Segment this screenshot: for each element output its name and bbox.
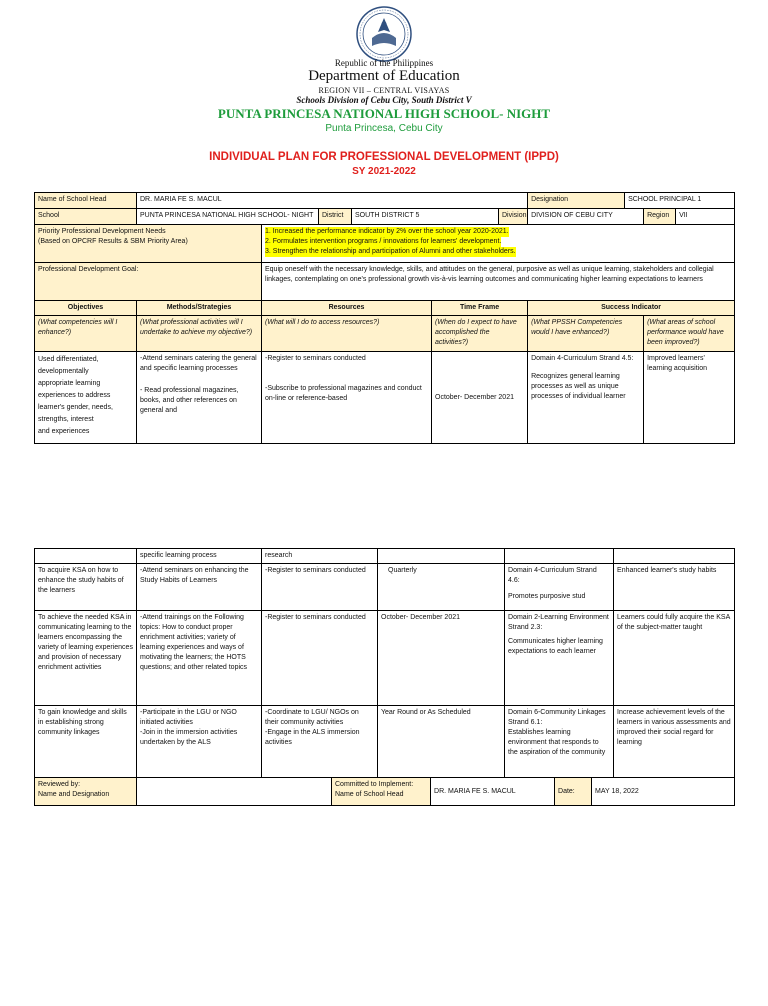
- resources-cell: -Register to seminars conducted: [262, 611, 378, 706]
- cont-timeframe-cell: [378, 549, 505, 564]
- department-line: Department of Education: [308, 68, 460, 84]
- school-name: PUNTA PRINCESA NATIONAL HIGH SCHOOL- NIGHT: [217, 106, 551, 121]
- school-year: SY 2021-2022: [352, 166, 416, 177]
- need-item: 3. Strengthen the relationship and participation of Alumni and other stakeholders.: [265, 248, 516, 255]
- competency-item: Domain 6-Community Linkages Strand 6.1:: [508, 709, 606, 726]
- competency-cell: [505, 611, 614, 706]
- needs-label-line1: Priority Professional Development Needs: [38, 228, 166, 235]
- resource-item: -Engage in the ALS immersion activities: [265, 729, 360, 746]
- region-label: Region: [644, 209, 676, 225]
- competency-item: Domain 2-Learning Environment Strand 2.3:: [508, 614, 609, 631]
- goal-value: Equip oneself with the necessary knowledge, skills, and attitudes on the general, purposive as well as unique learning, stakeholders and collegial linkages, contemplating on one's professional growth vis-à-vis learning outcomes and communicating higher learning expectations to learners: [262, 263, 735, 301]
- deped-seal-logo: [356, 6, 412, 62]
- area-cell: Learners could fully acquire the KSA of the subject-matter taught: [614, 611, 735, 706]
- competency-item: Recognizes general learning processes as well as unique processes of individual learner: [531, 373, 626, 400]
- method-item: -Join in the immersion activities undertaken by the ALS: [140, 729, 238, 746]
- competency-item: Communicates higher learning expectations to each learner: [508, 638, 603, 655]
- method-item: -Participate in the LGU or NGO initiated activities: [140, 709, 237, 726]
- committed-label: [332, 778, 431, 806]
- area-cell: Improved learners' learning acquisition: [644, 352, 735, 444]
- objective-line: strengths, interest: [38, 416, 94, 423]
- objective-cell: [35, 352, 137, 444]
- objective-cell: To gain knowledge and skills in establishing strong community linkages: [35, 706, 137, 778]
- region-line: REGION VII – CENTRAL VISAYAS: [318, 86, 450, 95]
- methods-cell: -Attend trainings on the Following topics: How to conduct proper enrichment activities; variety of learning experiences and ways of motivating the learners; the HOTS questions; and other related topics: [137, 611, 262, 706]
- needs-label-line2: (Based on OPCRF Results & SBM Priority Area): [38, 238, 188, 245]
- needs-list: [262, 225, 735, 263]
- school-value: PUNTA PRINCESA NATIONAL HIGH SCHOOL- NIGHT: [137, 209, 319, 225]
- reviewer-signature-cell: [137, 778, 332, 806]
- document-title: INDIVIDUAL PLAN FOR PROFESSIONAL DEVELOPMENT (IPPD): [209, 151, 559, 163]
- head-label: Name of School Head: [35, 193, 137, 209]
- col-success: Success Indicator: [528, 301, 735, 316]
- goal-label: Professional Development Goal:: [35, 263, 262, 301]
- designation-label: Designation: [528, 193, 625, 209]
- objective-line: experiences to address: [38, 392, 111, 399]
- need-item: 1. Increased the performance indicator by 2% over the school year 2020-2021.: [265, 228, 509, 235]
- competency-cell: [505, 564, 614, 611]
- methods-cell: -Attend seminars on enhancing the Study Habits of Learners: [137, 564, 262, 611]
- timeframe-cell: October- December 2021: [378, 611, 505, 706]
- ippd-table-page2: [34, 548, 735, 806]
- cont-resources: research: [262, 549, 378, 564]
- method-item: - Read professional magazines, books, and other references on general and: [140, 387, 239, 414]
- designation-value: SCHOOL PRINCIPAL 1: [625, 193, 735, 209]
- republic-line: Republic of the Philippines: [334, 58, 434, 68]
- competency-cell: [528, 352, 644, 444]
- reviewed-label: [35, 778, 137, 806]
- competency-item: Domain 4-Curriculum Strand 4.6:: [508, 567, 597, 584]
- cont-objective-cell: [35, 549, 137, 564]
- competency-item: Establishes learning environment that responds to the aspiration of the community: [508, 729, 606, 756]
- cont-area-cell: [614, 549, 735, 564]
- resources-cell: -Register to seminars conducted: [262, 564, 378, 611]
- col-resources: Resources: [262, 301, 432, 316]
- guide-methods: (What professional activities will I undertake to achieve my objective?): [137, 316, 262, 352]
- area-cell: Increase achievement levels of the learners in various assessments and improved their social regard for learning: [614, 706, 735, 778]
- committed-line2: Name of School Head: [335, 791, 404, 798]
- reviewed-line2: Name and Designation: [38, 791, 110, 798]
- committed-line1: Committed to Implement:: [335, 781, 414, 788]
- guide-areas: (What areas of school performance would have been improved?): [644, 316, 735, 352]
- competency-cell: [505, 706, 614, 778]
- objective-line: learner's gender, needs,: [38, 404, 113, 411]
- competency-item: Domain 4-Curriculum Strand 4.5:: [531, 355, 634, 362]
- timeframe-cell: October- December 2021: [432, 352, 528, 444]
- guide-competencies: (What PPSSH Competencies would I have enhanced?): [528, 316, 644, 352]
- school-label: School: [35, 209, 137, 225]
- competency-item: Promotes purposive stud: [508, 593, 586, 600]
- resource-item: -Register to seminars conducted: [265, 355, 366, 362]
- district-value: SOUTH DISTRICT 5: [352, 209, 499, 225]
- division-line: Schools Division of Cebu City, South District V: [296, 95, 472, 105]
- timeframe-cell: Quarterly: [378, 564, 505, 611]
- head-value: DR. MARIA FE S. MACUL: [137, 193, 528, 209]
- area-cell: Enhanced learner's study habits: [614, 564, 735, 611]
- method-item: -Attend seminars catering the general and specific learning processes: [140, 355, 257, 372]
- needs-label: [35, 225, 262, 263]
- objective-cell: To acquire KSA on how to enhance the study habits of the learners: [35, 564, 137, 611]
- resource-item: -Coordinate to LGU/ NGOs on their community activities: [265, 709, 359, 726]
- methods-cell: [137, 706, 262, 778]
- guide-timeframe: (When do I expect to have accomplished the activities?): [432, 316, 528, 352]
- col-timeframe: Time Frame: [432, 301, 528, 316]
- guide-objectives: (What competencies will I enhance?): [35, 316, 137, 352]
- objective-line: and experiences: [38, 428, 90, 435]
- date-value: MAY 18, 2022: [592, 778, 735, 806]
- district-label: District: [319, 209, 352, 225]
- col-objectives: Objectives: [35, 301, 137, 316]
- committed-name: DR. MARIA FE S. MACUL: [431, 778, 555, 806]
- resources-cell: [262, 706, 378, 778]
- resource-item: -Subscribe to professional magazines and conduct on-line or reference-based: [265, 385, 422, 402]
- division-value: DIVISION OF CEBU CITY: [528, 209, 644, 225]
- resources-cell: [262, 352, 432, 444]
- reviewed-line1: Reviewed by:: [38, 781, 81, 788]
- cont-competency-cell: [505, 549, 614, 564]
- cont-methods: specific learning process: [137, 549, 262, 564]
- guide-resources: (What will I do to access resources?): [262, 316, 432, 352]
- objective-line: developmentally: [38, 368, 89, 375]
- objective-line: Used differentiated,: [38, 356, 99, 363]
- division-label: Division: [499, 209, 528, 225]
- need-item: 2. Formulates intervention programs / innovations for learners' development.: [265, 238, 502, 245]
- timeframe-cell: Year Round or As Scheduled: [378, 706, 505, 778]
- objective-cell: To achieve the needed KSA in communicating learning to the learners encompassing the variety of learning experiences and provision of necessary enrichment activities: [35, 611, 137, 706]
- objective-line: appropriate learning: [38, 380, 101, 387]
- region-value: VII: [676, 209, 735, 225]
- methods-cell: [137, 352, 262, 444]
- school-location: Punta Princesa, Cebu City: [325, 123, 443, 134]
- col-methods: Methods/Strategies: [137, 301, 262, 316]
- ippd-table-page1: [34, 192, 735, 444]
- date-label: Date:: [555, 778, 592, 806]
